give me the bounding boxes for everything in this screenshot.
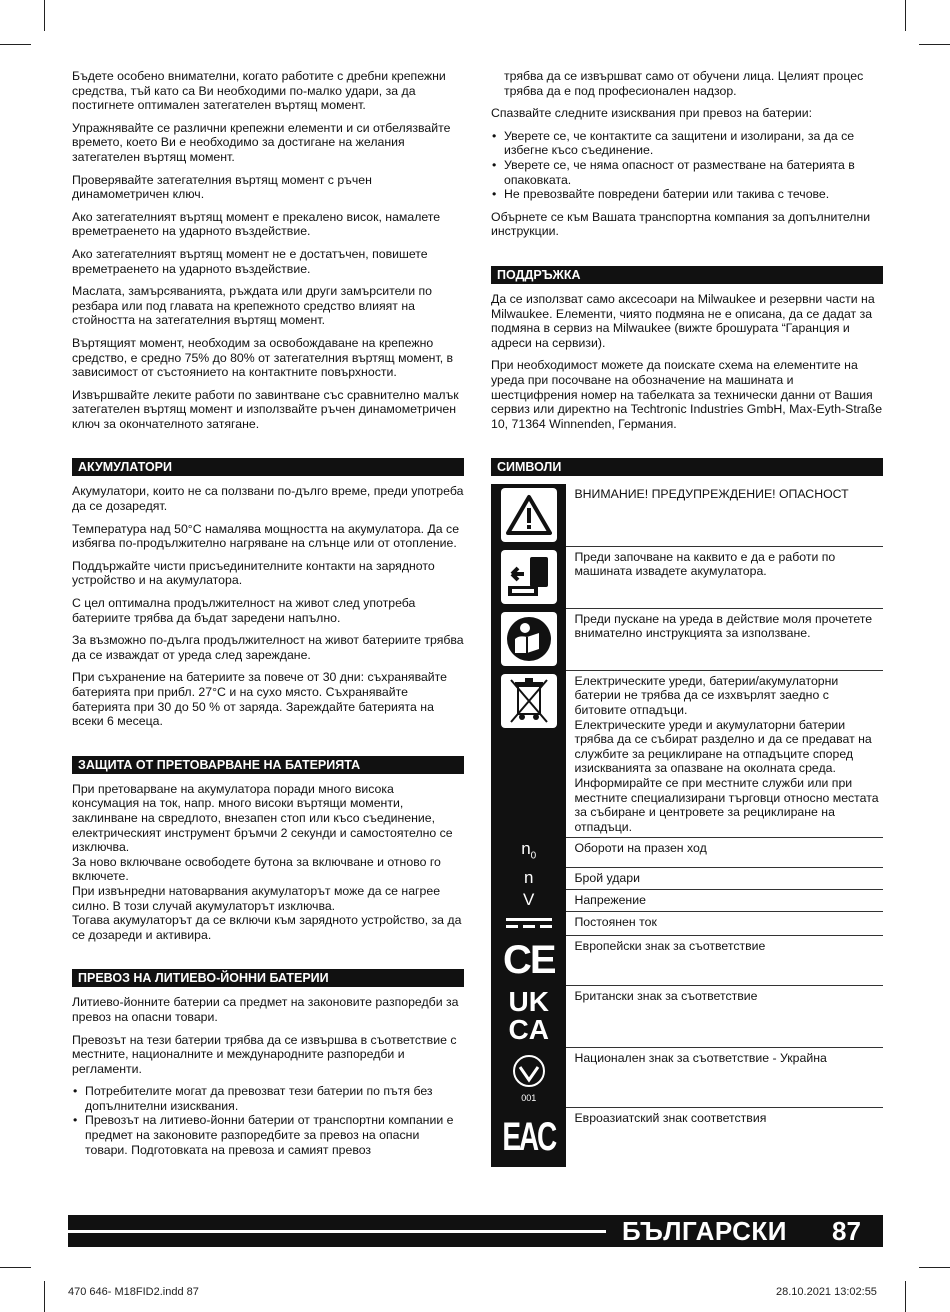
ukca-top: UK <box>508 986 549 1018</box>
symbol-description: Евроазиатский знак соответствия <box>574 1110 767 1125</box>
language-label: БЪЛГАРСКИ <box>622 1216 787 1246</box>
symbol-cell <box>491 935 566 985</box>
symbol-row <box>491 838 883 867</box>
symbol-row <box>491 670 883 838</box>
paragraph: Маслата, замърсяванията, ръждата или други замърсители по резбара или под главата на крепежното средство влияят на стойността на затегателния въртящ момент. <box>72 284 432 328</box>
ukca-bottom: CA <box>508 1014 549 1046</box>
n0-subscript: 0 <box>530 850 537 862</box>
paragraph: За възможно по-дълга продължителност на живот батериите трябва да се изваждат от уреда след зареждане. <box>72 633 464 662</box>
symbol-row <box>491 911 883 935</box>
crop-mark <box>905 1281 906 1312</box>
paragraph: За ново включване освободете бутона за включване и отново го включете. <box>72 854 441 884</box>
ce-mark-icon: CE <box>502 938 555 983</box>
list-item: • Превозът на литиево-йонни батерии от транспортни компании е предмет на законовите разпоредбите за превоз на опасни товари. Подготовката на превоза и самият превоз <box>72 1113 464 1157</box>
ukca-mark-icon <box>491 985 566 1044</box>
paragraph: трябва да се извършват само от обучени лица. Целият процес трябва да е под професионален надзор. <box>504 69 864 98</box>
symbol-row <box>491 1047 883 1107</box>
crop-mark <box>0 44 31 45</box>
right-column <box>491 69 883 1167</box>
symbol-description: Преди пускане на уреда в действие моля прочетете внимателно инструкцията за използване. <box>566 608 883 670</box>
symbol-description: Преди започване на каквито е да е работи по машината извадете акумулатора. <box>566 546 883 608</box>
footer-stripe <box>68 1230 606 1233</box>
symbol-cell <box>491 911 566 935</box>
paragraph: Поддържайте чисти присъединителните контакти на зарядното устройство и на акумулатора. <box>72 558 435 588</box>
symbol-cell <box>491 867 566 889</box>
weee-line: Електрическите уреди, батерии/акумулаторни батерии не трябва да се изхвърлят заедно с битовите отпадъци. <box>574 673 839 717</box>
symbol-row <box>491 867 883 889</box>
v-symbol: V <box>523 890 535 910</box>
section-heading-maintenance: ПОДДРЪЖКА <box>491 266 883 284</box>
paragraph: Упражнявайте се различни крепежни елементи и си отбелязвайте времето, което Ви е необходимо за достигане на желания затегателен въртящ момент. <box>72 120 451 164</box>
symbol-description: Британски знак за съответствие <box>566 985 883 1047</box>
symbol-cell <box>491 484 566 546</box>
weee-line: Информирайте се при местните служби или при местните специализирани търговци относно местата за събиране и центровете за рециклиране на отпадъци. <box>574 775 879 834</box>
paragraph: При претоварване на акумулатора поради много висока консумация на ток, напр. много високи въртящи моменти, заклинване на свредлото, внезапен стоп или късо съединение, електрическият инструмент бръмчи 2 секунди и самостоятелно се изключва. <box>72 781 453 855</box>
paragraph: Да се използват само аксесоари на Milwaukee и резервни части на Milwaukee. Елементи, чиято подмяна не е описана, да се дадат за подмяна в сервиз на Milwaukee (вижте брошурата “Гаранция и адреси на сервизи). <box>491 291 875 350</box>
ukraine-conformity-icon <box>511 1053 547 1089</box>
symbol-description: Постоянен ток <box>566 911 883 935</box>
list-item: • Потребителите могат да превозват тези батерии по пътя без допълнителни изисквания. <box>72 1084 464 1113</box>
symbol-row <box>491 985 883 1047</box>
paragraph: Спазвайте следните изисквания при превоз на батерии: <box>491 106 813 121</box>
symbol-cell <box>491 838 566 867</box>
symbol-cell <box>491 985 566 1047</box>
crop-mark <box>919 1267 950 1268</box>
list-item: • Не превозвайте повредени батерии или такива с течове. <box>491 187 883 202</box>
weee-line: Електрическите уреди и акумулаторни батерии трябва да се събират разделно и да се предават на службите за рециклиране на отпадъците според изискванията за опазване на околната среда. <box>574 717 872 776</box>
crop-mark <box>919 44 950 45</box>
symbol-description: Национален знак за съответствие - Украйна <box>566 1047 883 1107</box>
symbol-description: Европейски знак за съответствие <box>566 935 883 985</box>
symbol-row <box>491 1107 883 1167</box>
paragraph: При извънредни натоварвания акумулаторът може да се нагрее силно. В този случай акумулаторът изключва. <box>72 883 441 913</box>
date-slug: 28.10.2021 13:02:55 <box>776 1286 877 1298</box>
symbol-row <box>491 889 883 911</box>
paragraph: Бъдете особено внимателни, когато работите с дребни крепежни средства, тъй като са Ви необходими по-малко удари, за да постигнете оптимален затегателен въртящ момент. <box>72 69 446 113</box>
paragraph: Проверявайте затегателния въртящ момент с ръчен динамометричен ключ. <box>72 172 372 202</box>
direct-current-icon <box>506 916 552 930</box>
n0-symbol: n <box>521 838 531 858</box>
requirements-list <box>491 129 883 202</box>
section-heading-overload: ЗАЩИТА ОТ ПРЕТОВАРВАНЕ НА БАТЕРИЯТА <box>72 756 464 774</box>
paragraph: Ако затегателният въртящ момент е прекалено висок, намалете времетраенето на ударното въздействие. <box>72 209 441 239</box>
symbol-row <box>491 935 883 985</box>
read-manual-icon <box>501 612 557 666</box>
section-heading-symbols: СИМВОЛИ <box>491 458 883 476</box>
symbol-row <box>491 484 883 546</box>
symbol-row <box>491 608 883 670</box>
page-number: 87 <box>832 1216 861 1246</box>
symbol-description: Напрежение <box>566 889 883 911</box>
n-symbol: n <box>523 868 534 888</box>
crop-mark <box>44 0 45 31</box>
eac-mark-icon: EAC <box>502 1115 556 1160</box>
crop-mark <box>905 0 906 31</box>
paragraph: При необходимост можете да поискате схема на елементите на уреда при посочване на обозначение на машината и шестцифрения номер на табелката за технически данни от Вашия сервиз или директно на Techtronic Industries GmbH, Max-Eyth-Straße 10, 71364 Winnenden, Германия. <box>491 358 883 431</box>
symbol-row <box>491 546 883 608</box>
symbol-cell <box>491 889 566 911</box>
paragraph: Тогава акумулаторът да се включи към зарядното устройство, за да се дозареди и активира. <box>72 913 462 942</box>
paragraph: Литиево-йонните батерии са предмет на законовите разпоредби за превоз на опасни товари. <box>72 995 459 1024</box>
paragraph: Ако затегателният въртящ момент не е достатъчен, повишете времетраенето на ударното въздействие. <box>72 246 428 276</box>
list-item: • Уверете се, че контактите са защитени и изолирани, за да се избегне късо съединение. <box>491 129 883 158</box>
warning-triangle-icon <box>501 488 557 542</box>
paragraph: Температура над 50°C намалява мощността на акумулатора. Да се избягва по-продължително нагряване на слънце или от отопление. <box>72 521 460 551</box>
paragraph: Акумулатори, които не са ползвани по-дълго време, преди употреба да се дозаредят. <box>72 484 464 514</box>
symbols-table <box>491 484 883 1167</box>
crop-mark <box>44 1281 45 1312</box>
crop-mark <box>0 1267 31 1268</box>
paragraph: Превозът на тези батерии трябва да се извършва в съответствие с местните, националните и международните разпоредби и регламенти. <box>72 1032 457 1076</box>
symbol-cell <box>491 546 566 608</box>
paragraph: С цел оптимална продължителност на живот след употреба батериите трябва да бъдат заредени напълно. <box>72 596 416 625</box>
transport-list <box>72 1084 464 1157</box>
paragraph: Въртящият момент, необходим за освобождаване на крепежно средство, е средно 75% до 80% от затегателния въртящ момент, в зависимост от състоянието на контактните повърхности. <box>72 335 454 380</box>
remove-battery-icon <box>501 550 557 604</box>
paragraph: При съхранение на батериите за повече от 30 дни: съхранявайте батерията при прибл. 27°C и на сухо място. Съхранявайте батерията при 30 до 50 % от заряда. Зареждайте батерията на всеки 6 месеца. <box>72 670 448 729</box>
ukraine-code: 001 <box>521 1092 537 1103</box>
symbol-description: ВНИМАНИЕ! ПРЕДУПРЕЖДЕНИЕ! ОПАСНОСТ <box>566 484 883 546</box>
crossed-bin-icon <box>501 674 557 728</box>
left-column <box>72 69 464 1165</box>
symbol-description: Обороти на празен ход <box>566 838 883 867</box>
symbol-description: Брой удари <box>566 867 883 889</box>
symbol-description <box>566 670 883 838</box>
symbol-cell <box>491 670 566 838</box>
symbol-cell <box>491 1047 566 1107</box>
paragraph: Обърнете се към Вашата транспортна компания за допълнителни инструкции. <box>491 209 871 239</box>
section-heading-transport: ПРЕВОЗ НА ЛИТИЕВО-ЙОННИ БАТЕРИИ <box>72 969 464 987</box>
list-item: • Уверете се, че няма опасност от разместване на батерията в опаковката. <box>491 158 883 187</box>
file-slug: 470 646- M18FID2.indd 87 <box>68 1286 199 1298</box>
section-heading-batteries: АКУМУЛАТОРИ <box>72 458 464 476</box>
symbol-cell <box>491 1107 566 1167</box>
symbol-cell <box>491 608 566 670</box>
paragraph: Извършвайте леките работи по завинтване със сравнително малък затегателен въртящ момент и използвайте ръчен динамометричен ключ за окончателното затягане. <box>72 387 459 431</box>
